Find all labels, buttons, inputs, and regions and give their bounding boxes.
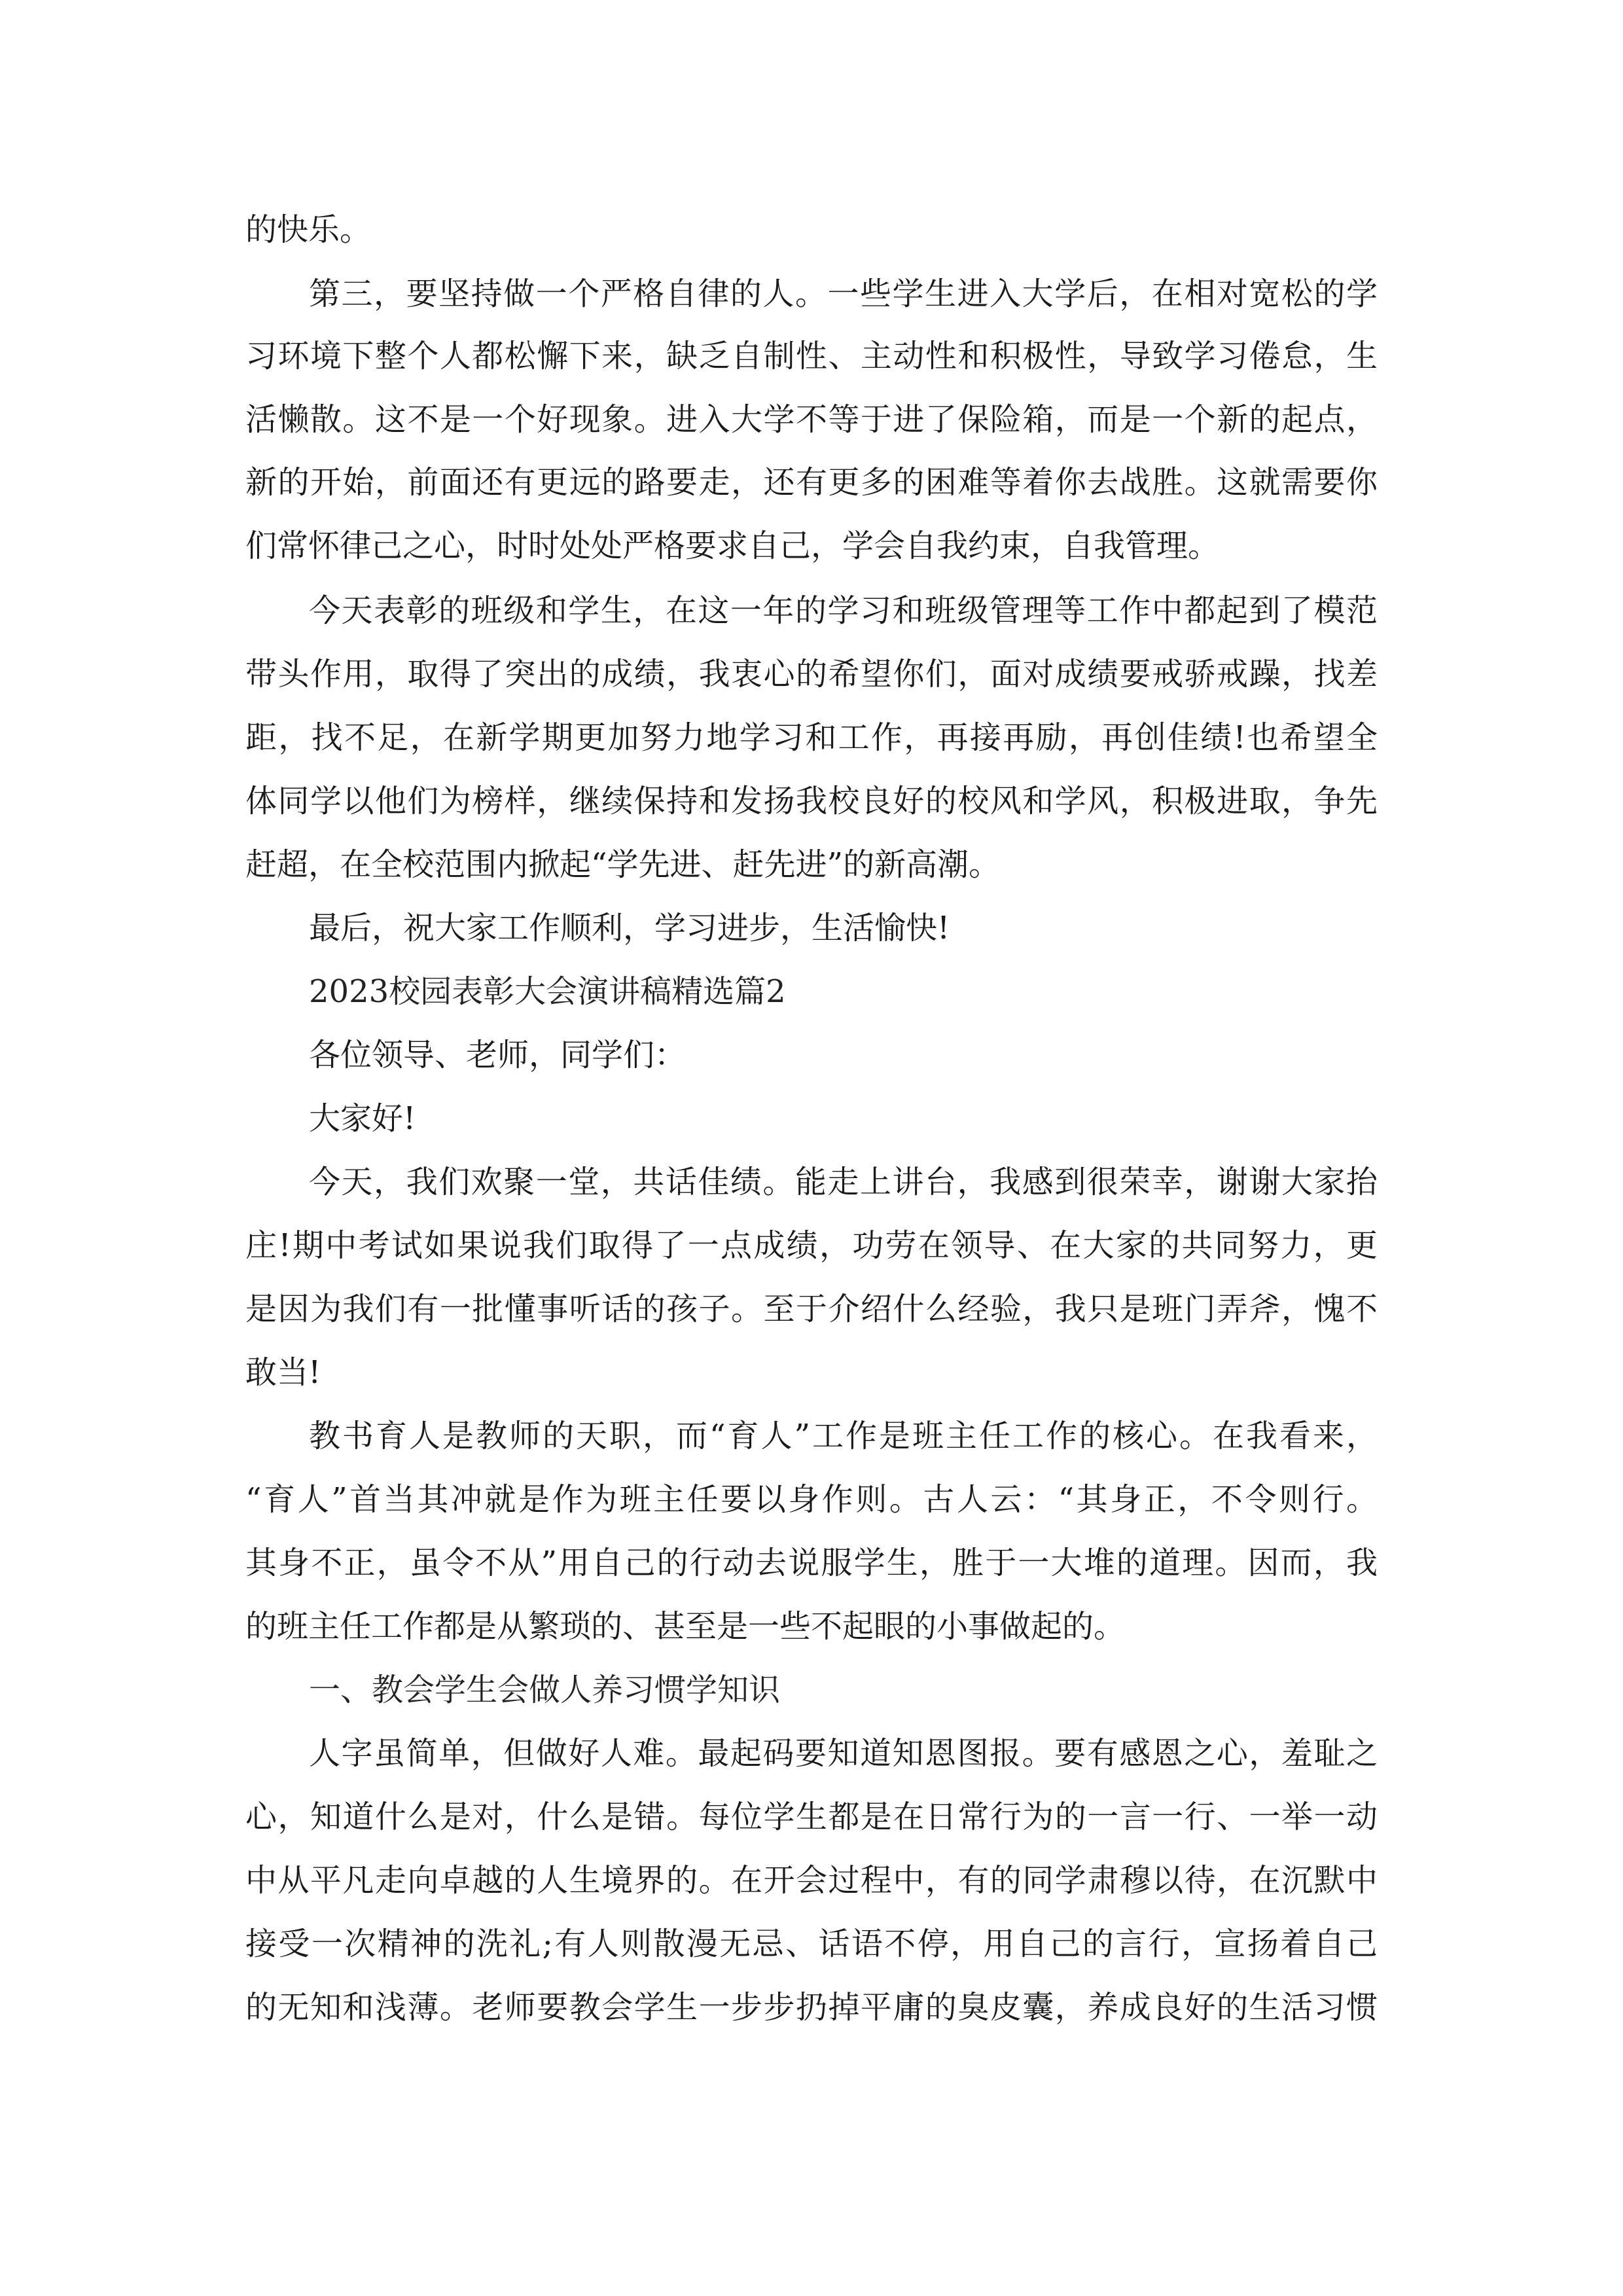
body-text-line: 接受一次精神的洗礼;有人则散漫无忌、话语不停，用自己的言行，宣扬着自己 [245, 1926, 1378, 1962]
body-text-line: 赶超，在全校范围内掀起“学先进、赶先进”的新高潮。 [245, 846, 1001, 883]
body-text-line: 习环境下整个人都松懈下来，缺乏自制性、主动性和积极性，导致学习倦怠，生 [245, 338, 1378, 374]
body-text-line: 是因为我们有一批懂事听话的孩子。至于介绍什么经验，我只是班门弄斧，愧不 [245, 1291, 1378, 1327]
body-text-line: 心，知道什么是对，什么是错。每位学生都是在日常行为的一言一行、一举一动 [245, 1799, 1378, 1835]
salutation: 各位领导、老师，同学们： [309, 1037, 687, 1073]
body-text-line: 的快乐。 [245, 211, 372, 248]
body-text-line: 新的开始，前面还有更远的路要走，还有更多的困难等着你去战胜。这就需要你 [245, 464, 1378, 501]
body-text-line: 其身不正，虽令不从”用自己的行动去说服学生，胜于一大堆的道理。因而，我 [245, 1545, 1378, 1581]
body-text-line: 带头作用，取得了突出的成绩，我衷心的希望你们，面对成绩要戒骄戒躁，找差 [245, 656, 1378, 692]
greeting: 大家好! [309, 1100, 416, 1137]
body-text-line: 的无知和浅薄。老师要教会学生一步步扔掉平庸的臭皮囊，养成良好的生活习惯 [245, 1989, 1378, 2026]
body-text-line: 人字虽简单，但做好人难。最起码要知道知恩图报。要有感恩之心，羞耻之 [309, 1735, 1378, 1772]
body-text-line: 今天，我们欢聚一堂，共话佳绩。能走上讲台，我感到很荣幸，谢谢大家抬 [309, 1164, 1378, 1200]
body-text-line: 们常怀律己之心，时时处处严格要求自己，学会自我约束，自我管理。 [245, 528, 1220, 564]
body-text-line: 教书育人是教师的天职，而“育人”工作是班主任工作的核心。在我看来， [309, 1418, 1378, 1454]
body-text-line: 今天表彰的班级和学生，在这一年的学习和班级管理等工作中都起到了模范 [309, 592, 1378, 629]
body-text-line: 最后，祝大家工作顺利，学习进步，生活愉快! [309, 910, 950, 946]
section-title: 2023校园表彰大会演讲稿精选篇2 [309, 973, 786, 1010]
body-text-line: 庄!期中考试如果说我们取得了一点成绩，功劳在领导、在大家的共同努力，更 [245, 1227, 1378, 1264]
body-text-line: 敢当! [245, 1354, 321, 1391]
subsection-heading: 一、教会学生会做人养习惯学知识 [309, 1672, 781, 1708]
body-text-line: 活懒散。这不是一个好现象。进入大学不等于进了保险箱，而是一个新的起点， [245, 401, 1378, 438]
body-text-line: 的班主任工作都是从繁琐的、甚至是一些不起眼的小事做起的。 [245, 1608, 1126, 1645]
body-text-line: “育人”首当其冲就是作为班主任要以身作则。古人云：“其身正，不令则行。 [245, 1481, 1378, 1518]
body-text-line: 中从平凡走向卓越的人生境界的。在开会过程中，有的同学肃穆以待，在沉默中 [245, 1862, 1378, 1899]
body-text-line: 距，找不足，在新学期更加努力地学习和工作，再接再励，再创佳绩!也希望全 [245, 719, 1378, 756]
body-text-line: 第三，要坚持做一个严格自律的人。一些学生进入大学后，在相对宽松的学 [309, 276, 1378, 312]
body-text-line: 体同学以他们为榜样，继续保持和发扬我校良好的校风和学风，积极进取，争先 [245, 783, 1378, 819]
